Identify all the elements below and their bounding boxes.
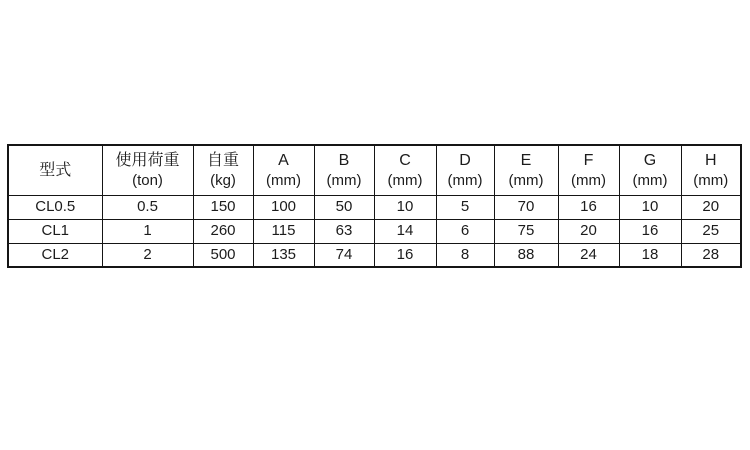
cell-value: 63	[335, 222, 353, 239]
column-header-9	[619, 145, 681, 195]
column-header-3	[253, 145, 314, 195]
table-cell	[558, 243, 619, 267]
cell-value: 70	[517, 198, 535, 215]
table-cell	[681, 219, 741, 243]
table-cell	[374, 219, 436, 243]
table-cell	[494, 219, 558, 243]
table-cell	[253, 195, 314, 219]
cell-value: 1	[143, 222, 152, 239]
cell-value: 10	[396, 198, 414, 215]
cell-value: CL0.5	[35, 198, 76, 215]
column-label: A	[278, 151, 289, 169]
column-header-1	[102, 145, 193, 195]
table-row-0	[8, 195, 741, 219]
cell-value: 2	[143, 245, 152, 263]
column-label: 型式	[39, 161, 72, 179]
table-cell	[558, 219, 619, 243]
cell-value: CL1	[41, 222, 70, 239]
column-unit: (ton)	[132, 171, 163, 189]
table-cell	[314, 243, 374, 267]
table-cell	[314, 195, 374, 219]
column-label: C	[399, 151, 411, 169]
table-row-2	[8, 243, 741, 267]
cell-value: 0.5	[137, 198, 158, 215]
cell-value: 16	[396, 245, 414, 263]
cell-value: 18	[641, 245, 659, 263]
column-unit: (mm)	[632, 171, 668, 189]
spec-table	[7, 144, 742, 268]
table-cell	[8, 243, 102, 267]
column-header-5	[374, 145, 436, 195]
column-unit: (mm)	[508, 171, 544, 189]
column-label: E	[520, 151, 532, 169]
column-label: 自重	[206, 151, 239, 169]
table-cell	[436, 195, 494, 219]
cell-value: 28	[702, 245, 720, 263]
column-header-6	[436, 145, 494, 195]
column-label: D	[459, 151, 471, 169]
table-cell	[619, 195, 681, 219]
column-header-10	[681, 145, 741, 195]
cell-value: 14	[396, 222, 414, 239]
table-cell	[8, 195, 102, 219]
cell-value: 16	[580, 198, 597, 215]
cell-value: 20	[702, 198, 720, 215]
cell-value: 24	[580, 245, 597, 263]
cell-value: 25	[702, 222, 720, 239]
table-cell	[193, 219, 253, 243]
cell-value: 135	[270, 245, 297, 263]
column-label: F	[583, 151, 594, 169]
column-label: G	[643, 151, 657, 169]
cell-value: 5	[460, 198, 470, 215]
column-unit: (mm)	[447, 171, 483, 189]
column-header-8	[558, 145, 619, 195]
table-cell	[314, 219, 374, 243]
table-cell	[681, 243, 741, 267]
spec-table-header	[8, 145, 741, 195]
table-cell	[619, 243, 681, 267]
table-cell	[102, 219, 193, 243]
column-header-2	[193, 145, 253, 195]
cell-value: 115	[271, 222, 296, 239]
cell-value: 74	[335, 245, 353, 263]
cell-value: 260	[210, 222, 236, 239]
table-cell	[193, 195, 253, 219]
column-label: 使用荷重	[115, 151, 180, 169]
column-unit: (mm)	[693, 171, 729, 189]
table-cell	[558, 195, 619, 219]
header-row	[8, 145, 741, 195]
table-cell	[253, 243, 314, 267]
column-unit: (mm)	[266, 171, 301, 189]
cell-value: 16	[641, 222, 659, 239]
cell-value: 100	[270, 198, 297, 215]
column-label: B	[338, 151, 350, 169]
table-cell	[494, 243, 558, 267]
table-cell	[619, 219, 681, 243]
table-cell	[102, 243, 193, 267]
cell-value: 75	[517, 222, 535, 239]
table-row-1	[8, 219, 741, 243]
cell-value: 150	[210, 198, 236, 215]
cell-value: 500	[210, 245, 236, 263]
cell-value: 88	[517, 245, 535, 263]
table-cell	[193, 243, 253, 267]
column-header-7	[494, 145, 558, 195]
column-header-4	[314, 145, 374, 195]
table-cell	[253, 219, 314, 243]
column-header-0	[8, 145, 102, 195]
cell-value: 20	[580, 222, 597, 239]
table-cell	[436, 243, 494, 267]
table-cell	[436, 219, 494, 243]
column-unit: (mm)	[326, 171, 362, 189]
cell-value: 8	[460, 245, 470, 263]
column-unit: (mm)	[571, 171, 606, 189]
column-unit: (mm)	[387, 171, 423, 189]
table-cell	[8, 219, 102, 243]
cell-value: 50	[335, 198, 353, 215]
table-cell	[494, 195, 558, 219]
cell-value: 10	[641, 198, 659, 215]
table-cell	[102, 195, 193, 219]
table-cell	[681, 195, 741, 219]
spec-table-body	[8, 195, 741, 267]
table-cell	[374, 195, 436, 219]
table-cell	[374, 243, 436, 267]
column-unit: (kg)	[210, 171, 236, 189]
column-label: H	[704, 151, 717, 169]
cell-value: CL2	[41, 245, 70, 263]
cell-value: 6	[460, 222, 470, 239]
